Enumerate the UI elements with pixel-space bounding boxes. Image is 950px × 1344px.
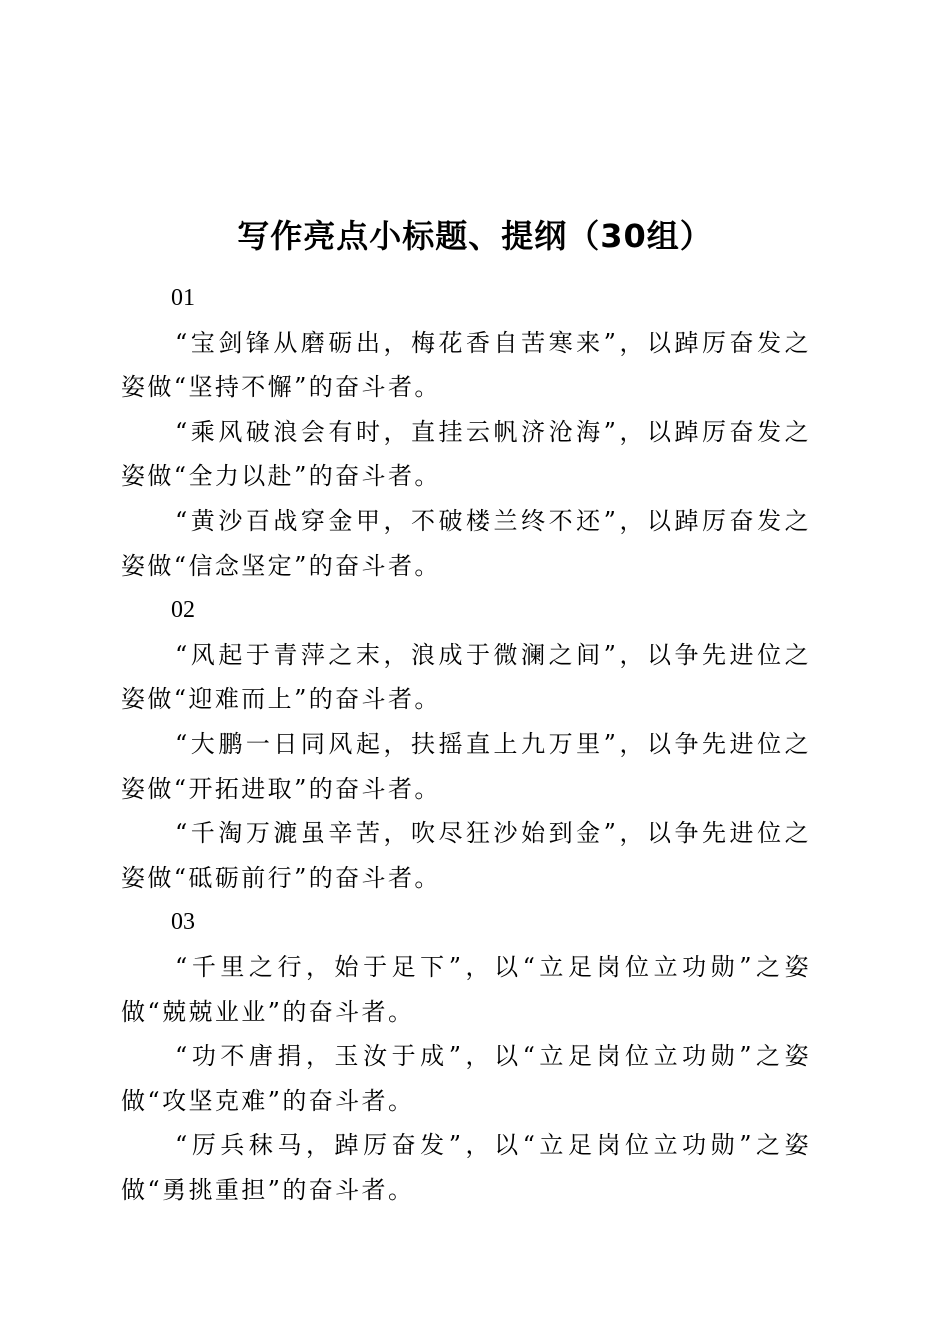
- paragraph: “大鹏一日同风起，扶摇直上九万里”，以争先进位之姿做“开拓进取”的奋斗者。: [121, 729, 811, 803]
- group-number: 02: [171, 597, 195, 624]
- paragraph: “黄沙百战穿金甲，不破楼兰终不还”，以踔厉奋发之姿做“信念坚定”的奋斗者。: [121, 506, 811, 580]
- group-number: 01: [171, 285, 195, 311]
- paragraph: “功不唐捐，玉汝于成”，以“立足岗位立功勋”之姿做“攻坚克难”的奋斗者。: [121, 1042, 811, 1115]
- group-section-02: [121, 588, 811, 900]
- paragraph: “宝剑锋从磨砺出，梅花香自苦寒来”，以踔厉奋发之姿做“坚持不懈”的奋斗者。: [121, 328, 811, 402]
- group-section-01: [121, 276, 811, 588]
- paragraph: “千淘万漉虽辛苦，吹尽狂沙始到金”，以争先进位之姿做“砥砺前行”的奋斗者。: [121, 819, 811, 892]
- paragraph: “千里之行，始于足下”，以“立足岗位立功勋”之姿做“兢兢业业”的奋斗者。: [121, 952, 811, 1026]
- document-body: [121, 276, 811, 1212]
- paragraph: “厉兵秣马，踔厉奋发”，以“立足岗位立功勋”之姿做“勇挑重担”的奋斗者。: [121, 1131, 811, 1204]
- paragraph: “乘风破浪会有时，直挂云帆济沧海”，以踔厉奋发之姿做“全力以赴”的奋斗者。: [121, 417, 811, 491]
- group-section-03: [121, 900, 811, 1212]
- document-title: 写作亮点小标题、提纲（30组）: [237, 217, 713, 255]
- group-number: 03: [171, 909, 195, 936]
- paragraph: “风起于青萍之末，浪成于微澜之间”，以争先进位之姿做“迎难而上”的奋斗者。: [121, 640, 811, 714]
